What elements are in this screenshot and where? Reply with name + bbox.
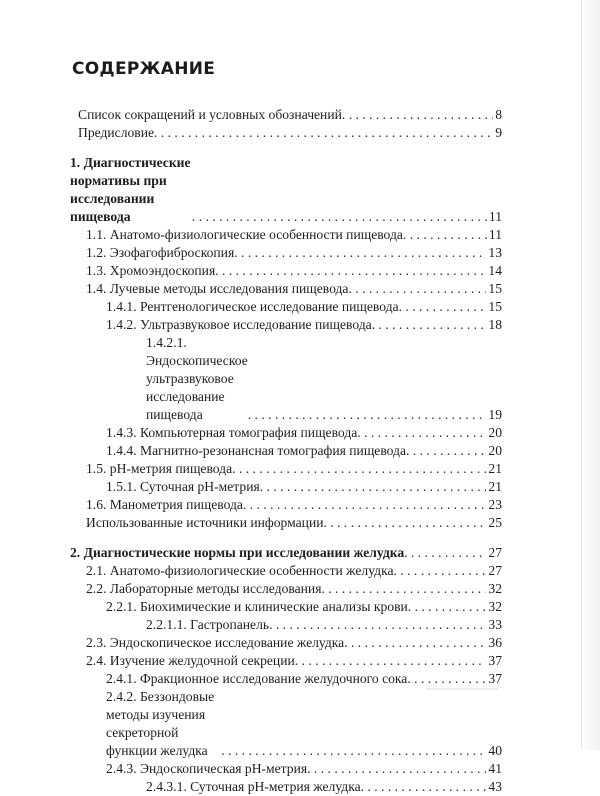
toc-entry[interactable] [70, 262, 502, 280]
toc-entry-title: 1.4. Лучевые методы исследования пищевода [86, 281, 349, 296]
toc-entry-page: 20 [488, 425, 502, 440]
toc-entry[interactable] [70, 154, 502, 226]
toc-entry[interactable] [70, 226, 502, 244]
toc-entry-title: 1.1. Анатомо-физиологические особенности пищевода [86, 227, 403, 242]
toc-entry-title: 2.4.3. Эндоскопическая pH-метрия [106, 761, 308, 776]
toc-entry-page: 21 [488, 461, 502, 476]
toc-entry-title: 1.4.3. Компьютерная томография пищевода [106, 425, 358, 440]
dot-leader [404, 544, 486, 562]
toc-entry-page: 18 [488, 317, 502, 332]
dot-leader [232, 460, 486, 478]
toc-entry-page: 36 [488, 635, 502, 650]
toc-entry-title: 1.2. Эзофагофиброскопия [86, 245, 235, 260]
toc-entry[interactable] [70, 778, 502, 796]
toc-entry[interactable] [70, 580, 502, 598]
dot-leader [361, 778, 487, 796]
dot-leader [243, 496, 486, 514]
dot-leader [295, 652, 487, 670]
toc-entry-title: Список сокращений и условных обозначений [78, 107, 342, 122]
toc-entry[interactable] [70, 460, 502, 478]
toc-entry-page: 13 [488, 245, 502, 260]
toc-entry[interactable] [70, 442, 502, 460]
toc-entry-title: 1.3. Хромоэндоскопия [86, 263, 216, 278]
dot-leader [344, 634, 486, 652]
toc-entry-page: 19 [488, 407, 502, 422]
toc-entry[interactable] [70, 316, 502, 334]
toc-entry[interactable] [70, 544, 502, 562]
toc-entry-page: 14 [488, 263, 502, 278]
toc-entry[interactable] [70, 298, 502, 316]
toc-entry[interactable] [70, 634, 502, 652]
toc-entry-title: 1.4.4. Магнитно-резонансная томография пищевода [106, 443, 406, 458]
toc-entry-page: 21 [488, 479, 502, 494]
toc-entry[interactable] [70, 424, 502, 442]
dot-leader [394, 562, 487, 580]
dot-leader [221, 742, 486, 760]
toc-entry[interactable] [70, 688, 502, 760]
toc-entry-title: 2.1. Анатомо-физиологические особенности желудка [86, 563, 394, 578]
dot-leader [342, 106, 493, 124]
toc-entry[interactable] [70, 652, 502, 670]
toc-entry-page: 37 [488, 653, 502, 668]
toc-entry-page: 37 [488, 671, 502, 686]
toc-entry[interactable] [70, 280, 502, 298]
dot-leader [407, 670, 486, 688]
dot-leader [234, 244, 486, 262]
toc-entry-title: 2.2. Лабораторные методы исследования [86, 581, 322, 596]
toc-entry-title: 1.6. Манометрия пищевода [86, 497, 243, 512]
toc-entry[interactable] [70, 496, 502, 514]
dot-leader [248, 406, 487, 424]
dot-leader [406, 442, 486, 460]
toc-entry-title: Использованные источники информации [86, 515, 324, 530]
toc-entry-page: 11 [488, 227, 502, 242]
toc-entry-page: 15 [488, 299, 502, 314]
toc-entry-page: 33 [488, 617, 502, 632]
toc-entry-page: 15 [488, 281, 502, 296]
toc-entry-title: 1.4.2.1. Эндоскопическое ультразвуковое исследование пищевода [146, 335, 248, 422]
dot-leader [399, 298, 487, 316]
toc-entry-title: 2. Диагностические нормы при исследовании желудка [70, 545, 405, 560]
toc-entry-title: 2.2.1.1. Гастропанель [146, 617, 270, 632]
toc-entry-title: 1. Диагностические нормативы при исследовании пищевода [70, 155, 191, 224]
toc-entry-page: 20 [488, 443, 502, 458]
toc-entry-title: 2.4.2. Беззондовые методы изучения секреторной функции желудка [106, 689, 215, 758]
dot-leader [403, 226, 487, 244]
page-edge [581, 0, 600, 750]
toc-entry-title: 1.5.1. Суточная pH-метрия [106, 479, 260, 494]
toc-entry-title: 2.3. Эндоскопическое исследование желудка [86, 635, 345, 650]
dot-leader [357, 424, 486, 442]
dot-leader [192, 208, 487, 226]
toc-entry-page: 32 [488, 599, 502, 614]
toc-entry-title: 2.4. Изучение желудочной секреции [86, 653, 295, 668]
toc-entry-page: 40 [488, 743, 502, 758]
toc-heading: СОДЕРЖАНИЕ [72, 59, 216, 79]
toc-entry-page: 9 [495, 125, 502, 140]
toc-entry[interactable] [70, 760, 502, 778]
dot-leader [307, 760, 486, 778]
dot-leader [408, 598, 487, 616]
toc-entry[interactable] [70, 562, 502, 580]
dot-leader [372, 316, 487, 334]
toc-entry-page: 11 [488, 209, 502, 224]
toc-entry-page: 8 [495, 107, 502, 122]
toc-entry-page: 27 [488, 545, 502, 560]
toc-entry-page: 32 [488, 581, 502, 596]
toc-entry-page: 43 [488, 779, 502, 794]
dot-leader [269, 616, 486, 634]
toc-entry-title: Предисловие [78, 125, 155, 140]
toc-entry-page: 41 [488, 761, 502, 776]
dot-leader [215, 262, 486, 280]
toc-entry-page: 27 [488, 563, 502, 578]
toc-entry-title: 2.4.1. Фракционное исследование желудочного сока [106, 671, 408, 686]
toc-entry[interactable] [70, 106, 502, 124]
toc-entry[interactable] [70, 478, 502, 496]
toc-entry-title: 2.4.3.1. Суточная pH-метрия желудка [146, 779, 361, 794]
toc-entry[interactable] [70, 124, 502, 142]
toc-entry[interactable] [70, 244, 502, 262]
footer-mark [426, 688, 498, 690]
toc-entry[interactable] [70, 334, 502, 424]
toc-entry[interactable] [70, 514, 502, 532]
toc-entry[interactable] [70, 616, 502, 634]
dot-leader [154, 124, 493, 142]
dot-leader [321, 580, 486, 598]
toc-entry-title: 1.5. pH-метрия пищевода [86, 461, 233, 476]
toc-entry-title: 1.4.1. Рентгенологическое исследование пищевода [106, 299, 399, 314]
dot-leader [324, 514, 487, 532]
dot-leader [260, 478, 487, 496]
toc-entry-page: 23 [488, 497, 502, 512]
toc-entry-page: 25 [488, 515, 502, 530]
table-of-contents [70, 106, 502, 796]
toc-entry[interactable] [70, 670, 502, 688]
toc-entry[interactable] [70, 598, 502, 616]
toc-entry-title: 1.4.2. Ультразвуковое исследование пищевода [106, 317, 372, 332]
toc-entry-title: 2.2.1. Биохимические и клинические анализы крови [106, 599, 408, 614]
dot-leader [348, 280, 486, 298]
